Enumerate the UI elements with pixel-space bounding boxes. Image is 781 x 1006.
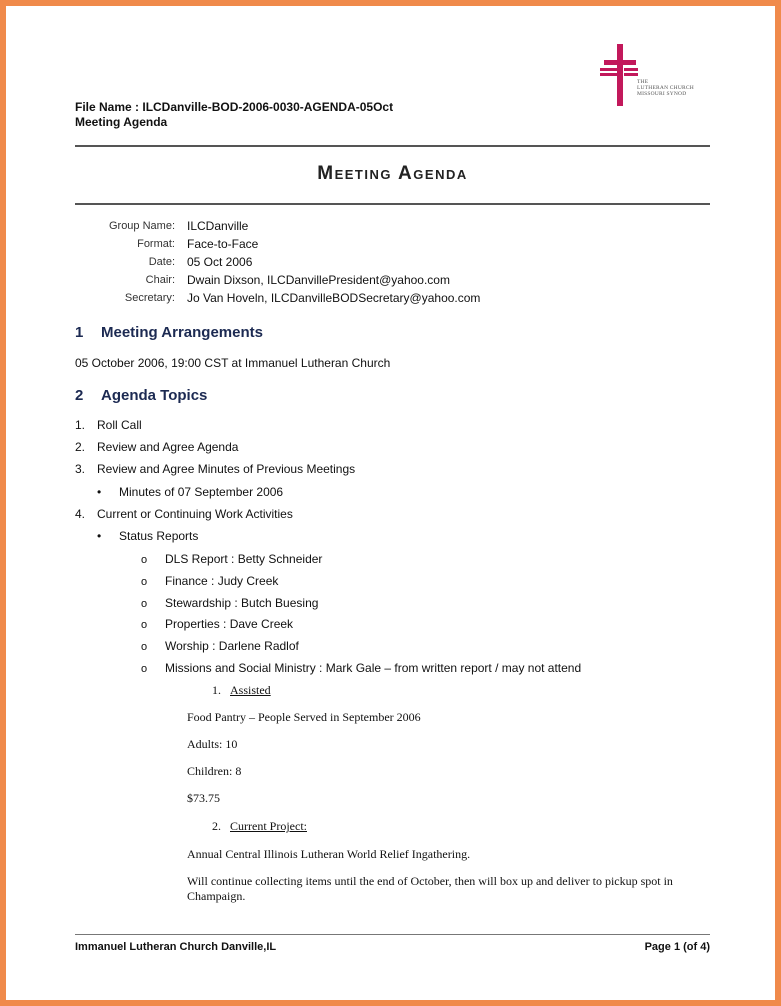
bullet-item: • Minutes of 07 September 2006 — [97, 485, 284, 499]
report-item: o DLS Report : Betty Schneider — [141, 552, 323, 566]
amount-text: $73.75 — [187, 791, 220, 805]
meeting-details — [75, 217, 480, 307]
current-project-heading: 2. Current Project: — [212, 819, 307, 833]
lcms-logo — [600, 42, 712, 112]
top-divider — [75, 145, 710, 147]
agenda-item: 2. Review and Agree Agenda — [75, 440, 239, 454]
detail-row: Format: Face-to-Face — [137, 237, 259, 251]
page-title: Meeting Agenda — [317, 163, 468, 184]
arrangements-text: 05 October 2006, 19:00 CST at Immanuel Lutheran Church — [75, 356, 391, 370]
footer-divider — [75, 934, 710, 935]
adults-count: Adults: 10 — [187, 737, 238, 751]
report-item: o Properties : Dave Creek — [141, 617, 294, 631]
detail-row: Group Name: ILCDanville — [108, 219, 249, 233]
project-name: Annual Central Illinois Lutheran World Relief Ingathering. — [187, 847, 471, 861]
logo-text: THE LUTHERAN CHURCH MISSOURI SYNOD — [637, 79, 694, 97]
agenda-item: 4. Current or Continuing Work Activities — [75, 507, 293, 521]
section-heading-agenda: 2 Agenda Topics — [75, 387, 208, 404]
agenda-item: 1. Roll Call — [75, 418, 142, 432]
file-header — [75, 100, 393, 130]
section-heading-arrangements: 1 Meeting Arrangements — [75, 324, 263, 341]
doc-type: Meeting Agenda — [75, 115, 168, 129]
children-count: Children: 8 — [187, 764, 242, 778]
report-item: o Finance : Judy Creek — [141, 574, 279, 588]
food-pantry-text: Food Pantry – People Served in September 2006 — [187, 710, 421, 724]
title-divider — [75, 203, 710, 205]
assisted-heading: 1. Assisted — [212, 683, 271, 697]
detail-row: Secretary: Jo Van Hoveln, ILCDanvilleBODSecretary@yahoo.com — [124, 291, 481, 305]
footer-organization: Immanuel Lutheran Church Danville,IL — [75, 941, 277, 953]
page-number: Page 1 (of 4) — [644, 941, 710, 953]
detail-row: Date: 05 Oct 2006 — [148, 255, 253, 269]
detail-row: Chair: Dwain Dixson, ILCDanvillePresident@yahoo.com — [145, 273, 450, 287]
bullet-item: • Status Reports — [97, 529, 199, 543]
report-item: o Worship : Darlene Radlof — [141, 639, 299, 653]
file-name: File Name : ILCDanville-BOD-2006-0030-AGENDA-05Oct — [75, 100, 394, 114]
report-item: o Stewardship : Butch Buesing — [141, 596, 319, 610]
agenda-item: 3. Review and Agree Minutes of Previous Meetings — [75, 462, 356, 476]
project-description: Will continue collecting items until the end of October, then will box up and deliver to pickup spot in Champaign. — [187, 874, 673, 903]
report-item: o Missions and Social Ministry : Mark Gale – from written report / may not attend — [141, 661, 582, 675]
cross-icon — [600, 42, 640, 112]
